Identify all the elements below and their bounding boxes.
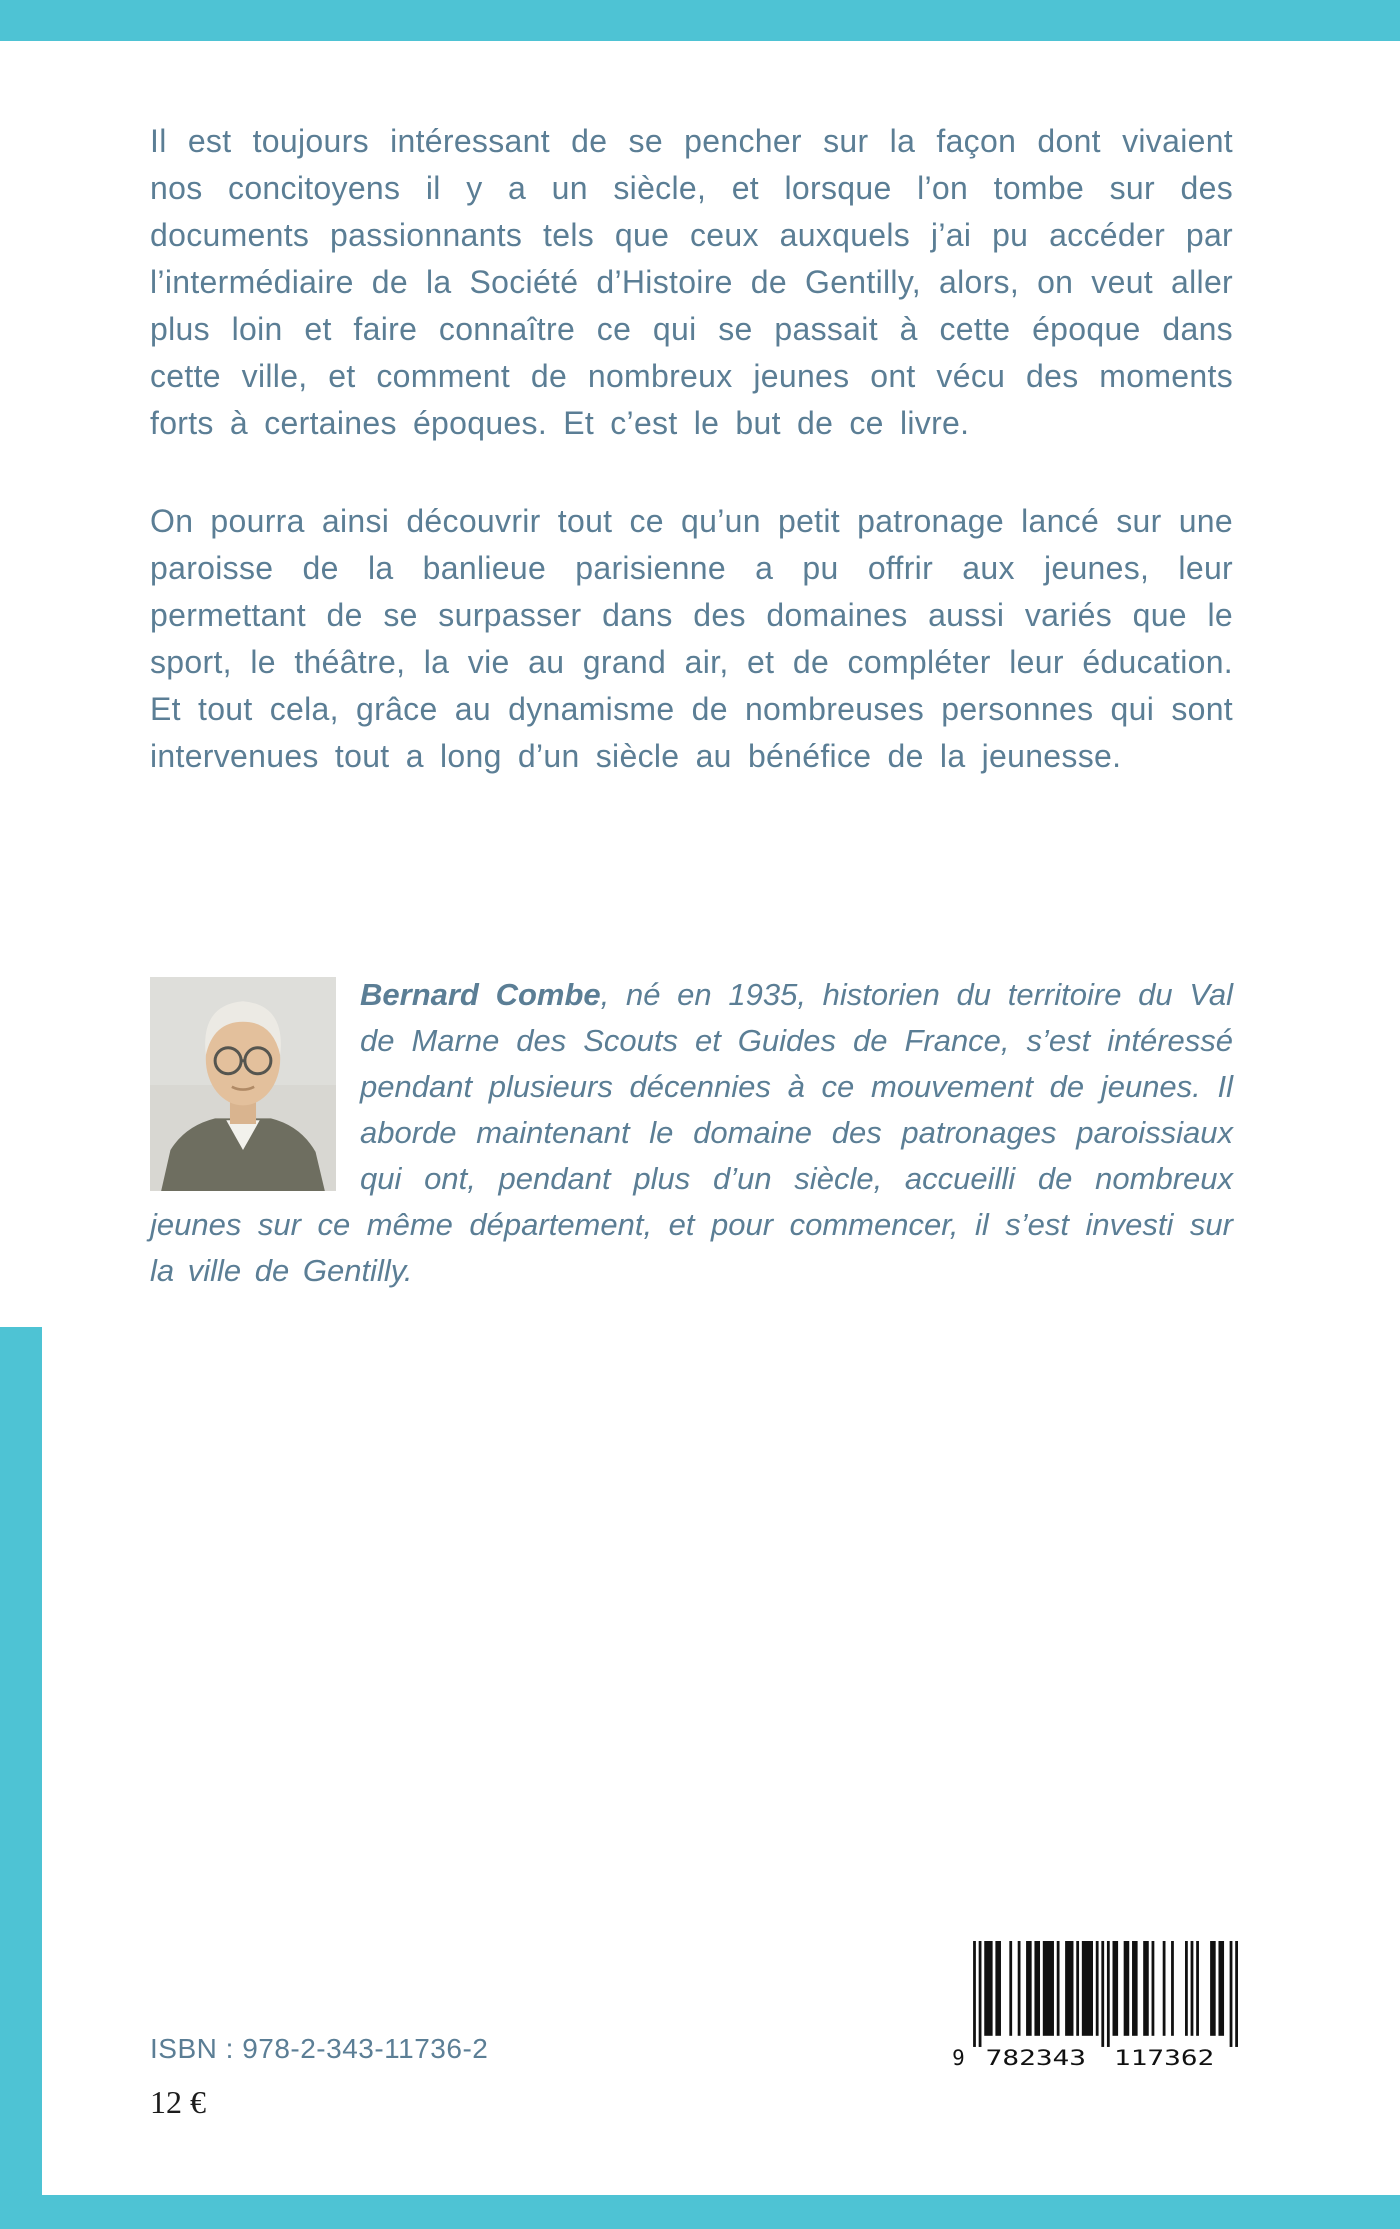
isbn-text: ISBN : 978-2-343-11736-2 bbox=[150, 2033, 489, 2064]
synopsis-paragraph-2: On pourra ainsi découvrir tout ce qu’un petit patronage lancé sur une paroisse de la banlieue parisienne a pu offrir aux jeunes, leur permettant de se surpasser dans des domaines aussi variés que le sport, le théâtre, la vie au grand air, et de compléter leur éducation. Et tout cela, grâce au dynamisme de nombreuses personnes qui sont intervenues tout a long d’un siècle au bénéfice de la jeunesse. bbox=[150, 503, 1233, 774]
synopsis-paragraph-1: Il est toujours intéressant de se pencher sur la façon dont vivaient nos concitoyens il y a un siècle, et lorsque l’on tombe sur des documents passionnants tels que ceux auxquels j’ai pu accéder par l’intermédiaire de la Société d’Histoire de Gentilly, alors, on veut aller plus loin et faire connaître ce qui se passait à cette époque dans cette ville, et comment de nombreux jeunes ont vécu des moments forts à certaines époques. Et c’est le but de ce livre. bbox=[150, 123, 1233, 441]
left-accent-bar bbox=[0, 1327, 42, 2229]
author-bio bbox=[150, 972, 1233, 1294]
svg-text:117362: 117362 bbox=[1113, 2046, 1215, 2070]
price-text: 12 € bbox=[150, 2084, 206, 2120]
back-cover-text bbox=[150, 118, 1233, 1294]
author-name: Bernard Combe bbox=[360, 977, 601, 1012]
ean13-barcode bbox=[948, 1941, 1238, 2069]
author-photo bbox=[150, 977, 336, 1191]
svg-text:782343: 782343 bbox=[985, 2046, 1087, 2070]
bottom-accent-bar bbox=[0, 2195, 1400, 2229]
svg-text:9: 9 bbox=[952, 2046, 965, 2070]
ean13-barcode-svg bbox=[948, 1941, 1238, 2069]
author-bio-text: , né en 1935, historien du territoire du Val de Marne des Scouts et Guides de France, s’est intéressé pendant plusieurs décennies à ce mouvement de jeunes. Il aborde maintenant le domaine des patronages paroissiaux qui ont, pendant plus d’un siècle, accueilli de nombreux jeunes sur ce même département, et pour commencer, il s’est investi sur la ville de Gentilly. bbox=[150, 977, 1233, 1288]
top-accent-bar bbox=[0, 0, 1400, 41]
